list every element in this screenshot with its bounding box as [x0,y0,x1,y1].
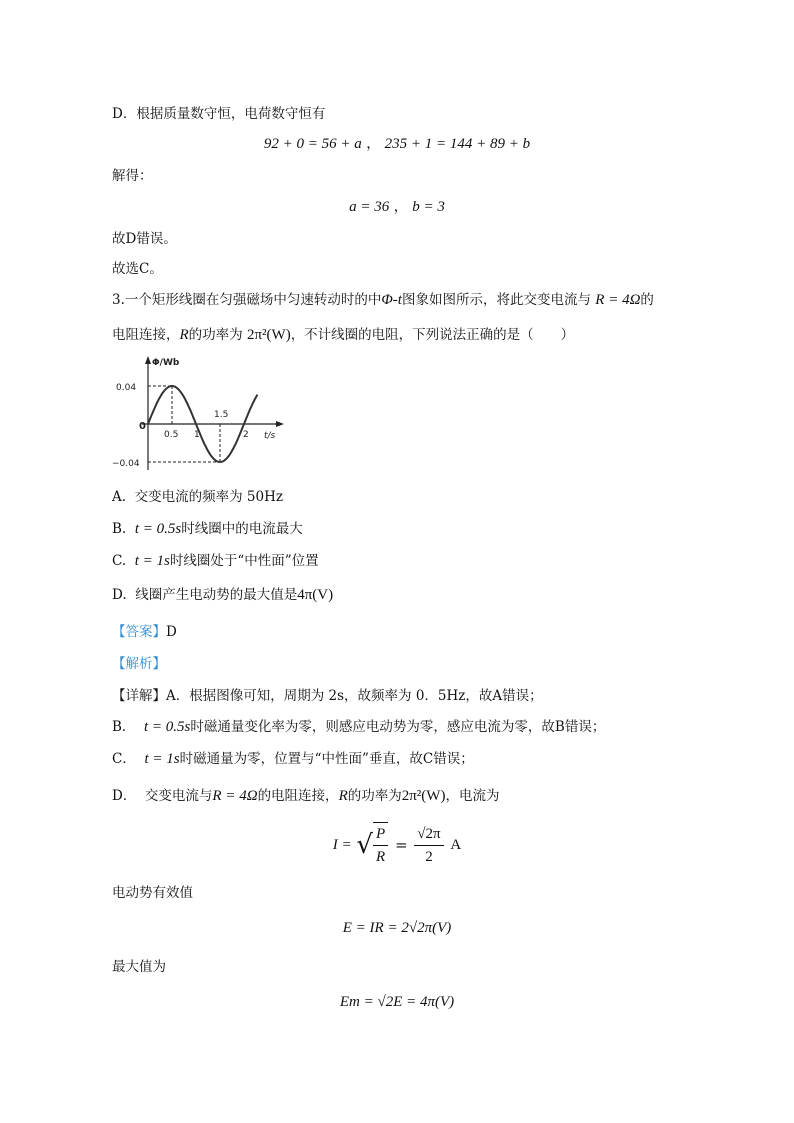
detail-d-r-symbol: R [338,788,348,804]
analysis-label [112,654,166,674]
question-3-line-2 [112,325,574,345]
question-3-text-f: ，不计线圈的电阻，下列说法正确的是（ ） [290,327,575,343]
power-over-resistance [373,822,388,868]
power-value: 2π²(W) [246,327,291,343]
current-lhs: I = [332,837,352,853]
y-top-label: 0.04 [116,383,137,393]
current-denominator: 2 [425,848,433,865]
detail-d-text-1: 交变电流与 [144,788,213,804]
charge-equation: 235 + 1 = 144 + 89 + b [384,136,531,152]
fraction-numerator-p: P [373,823,388,846]
emf-effective-equation [0,918,794,938]
x-axis-arrow [276,421,284,427]
answer-line [112,622,177,642]
emf-max-equation [0,992,794,1012]
equation-separator: ， [366,136,381,152]
detail-d-text-4: ，电流为 [445,788,500,804]
detail-a-line [112,686,543,706]
detail-c-text: 时磁通量为零，位置与“中性面”垂直，故C错误； [179,751,474,767]
question-3-text-a: 3.一个矩形线圈在匀强磁场中匀速转动时的中 [112,292,382,308]
current-equals: = [394,836,408,854]
emf-effective-value: E = IR = 2√2π(V) [342,920,452,936]
answer-value: D [166,624,177,640]
y-axis-label: Φ/Wb [152,358,180,368]
solution-a: a = 36 [349,199,390,215]
current-value-fraction [414,823,443,868]
current-numerator: √2π [414,823,443,846]
detail-b-math: t = 0.5s [144,719,191,735]
y-axis-arrow [145,356,151,364]
x-axis-label: t/s [264,431,276,441]
option-d-math: 4π(V) [297,587,334,603]
option-c[interactable] [112,551,319,571]
max-value-label: 最大值为 [112,959,166,975]
question-3-text-d: 电阻连接， [112,327,180,343]
option-d[interactable] [112,585,333,605]
detail-c-line [112,749,474,769]
question-3-text-b: 图象如图所示，将此交变电流与 [401,292,591,308]
resistor-value: R = 4Ω [595,292,641,308]
option-a-prefix: A. [112,489,127,505]
x-tick-1: 1 [194,430,200,440]
y-bottom-label: −0.04 [112,459,140,469]
option-b-text: 时线圈中的电流最大 [181,521,303,537]
answer-label: 【答案】 [112,624,166,640]
solve-label: 解得： [112,168,153,184]
solution-separator: ， [393,199,408,215]
option-d-explanation: D．根据质量数守恒，电荷数守恒有 [112,106,326,122]
d-wrong-conclusion: 故D错误。 [112,231,177,247]
phi-t-symbol: Φ-t [381,292,402,308]
question-3-text-c: 的 [640,292,654,308]
option-b-math: t = 0.5s [134,521,182,537]
choose-c-conclusion: 故选C。 [112,261,163,277]
emf-max-value: Em = √2E = 4π(V) [339,994,455,1010]
origin-label: 0 [139,421,146,432]
mass-equation: 92 + 0 = 56 + a [263,136,362,152]
detail-d-resistor: R = 4Ω [212,788,258,804]
detail-c-prefix: C． [112,751,136,767]
option-d-prefix: D. [112,587,127,603]
detail-d-text-2: 的电阻连接， [257,788,339,804]
resistor-symbol: R [179,327,189,343]
solution-b: b = 3 [412,199,445,215]
option-b-prefix: B. [112,521,127,537]
solution-equations [0,197,794,217]
analysis-label-text: 【解析】 [112,656,166,672]
option-a[interactable] [112,487,283,507]
option-c-prefix: C. [112,553,127,569]
detail-d-line [112,786,499,806]
x-tick-1-5: 1.5 [214,410,229,420]
detail-b-text: 时磁通量变化率为零，则感应电动势为零，感应电流为零，故B错误； [190,719,606,735]
detail-d-prefix: D． [112,788,137,804]
detail-b-line [112,717,605,737]
conservation-equations [0,134,794,154]
question-3-text-e: 的功率为 [188,327,243,343]
current-equation [0,822,794,868]
option-b[interactable] [112,519,303,539]
option-c-math: t = 1s [134,553,170,569]
x-tick-2: 2 [243,430,249,440]
detail-c-math: t = 1s [144,751,180,767]
fraction-denominator-r: R [375,849,386,865]
detail-d-text-3: 的功率为 [347,788,402,804]
option-c-text: 时线圈处于“中性面”位置 [169,553,319,569]
current-unit: A [450,837,462,853]
detail-b-prefix: B． [112,719,136,735]
option-d-text: 线圈产生电动势的最大值是 [135,587,298,603]
detail-a-text: A．根据图像可知，周期为 2s，故频率为 0．5Hz，故A错误； [166,688,543,704]
emf-effective-label: 电动势有效值 [112,885,193,901]
sqrt-symbol: √ [356,830,373,860]
option-a-text: 交变电流的频率为 50Hz [134,489,283,505]
question-3-line-1 [112,290,654,310]
x-tick-0-5: 0.5 [164,430,179,440]
flux-time-graph [112,352,288,476]
detail-label: 【详解】 [112,688,166,704]
detail-d-power: 2π²(W) [401,788,446,804]
